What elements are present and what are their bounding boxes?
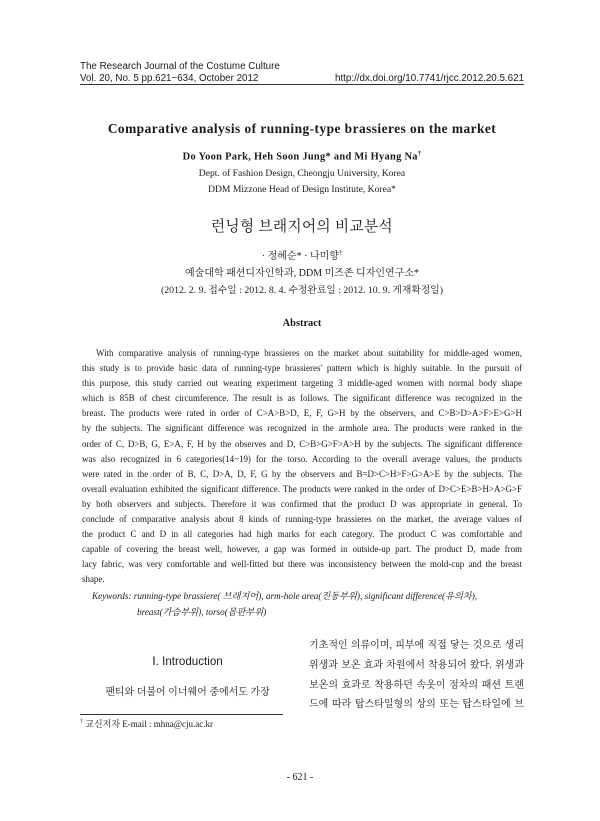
korean-title: 런닝형 브래지어의 비교분석 bbox=[210, 219, 394, 235]
abstract-line: which is 85B of chest circumference. The result is as follows. The significant difference was recognized in the bbox=[82, 393, 522, 404]
abstract-line: With comparative analysis of running-type brassieres on the market about suitability for middle-aged women, bbox=[96, 348, 522, 358]
abstract-line: by both observers and subjects. Therefore it was confirmed that the product D was appropriate in general. To bbox=[82, 498, 522, 509]
abstract-heading: Abstract bbox=[282, 318, 322, 329]
introduction-right-line: 기초적인 의류이며, 피부에 직접 닿는 것으로 생리 bbox=[309, 640, 524, 651]
keywords-label: Keywords: bbox=[92, 591, 132, 601]
abstract-line: shape. bbox=[82, 574, 105, 585]
abstract-line: this purpose, this study carried out wearing experiment targeting 3 middle-aged women with normal body shape bbox=[82, 378, 522, 389]
introduction-right-line: 드에 따라 탑스타일형의 상의 또는 탑스타일에 브 bbox=[309, 699, 524, 711]
abstract-line: breast. The products were rated in order of C>A>B>D, E, F, G>H by the observers, and C>B>D>A>F>E>G>H bbox=[82, 408, 522, 419]
introduction-heading: Ⅰ. Introduction bbox=[152, 655, 223, 668]
corresponding-author-footnote bbox=[80, 717, 213, 730]
abstract-line: were rated in the order of B, C, D>A, D, F, G by the observers and B=D>C>H>F>G>A>E by the subjects. The bbox=[82, 468, 522, 479]
introduction-right-line: 위생과 보온 효과 차원에서 착용되어 왔다. 위생과 bbox=[309, 659, 524, 671]
korean-author-mark: † bbox=[338, 249, 343, 257]
author-names: Do Yoon Park, Heh Soon Jung* and Mi Hyang Na bbox=[182, 151, 418, 163]
keywords-line-1: running-type brassiere( 브래지어), arm-hole area(진동부위), significant difference(유의차), bbox=[133, 591, 478, 601]
journal-citation: Vol. 20, No. 5 pp.621~634, October 2012 bbox=[80, 72, 259, 84]
footnote-text: 교신저자 E-mail : mhna@cju.ac.kr bbox=[85, 719, 214, 729]
abstract-line: conclude of comparative analysis about 8 kinds of running-type brassieres on the market, the average values of bbox=[82, 514, 522, 525]
corresponding-author-mark: † bbox=[417, 150, 422, 157]
introduction-right-column bbox=[309, 636, 524, 715]
keywords-line-2: breast(가슴부위), torso(몸판부위) bbox=[137, 607, 267, 617]
introduction-left-text: 팬티와 더불어 이너웨어 중에서도 가장 bbox=[105, 687, 270, 698]
paper-title: Comparative analysis of running-type brassieres on the market bbox=[107, 121, 497, 136]
page-number: - 621 - bbox=[286, 772, 314, 783]
abstract-line: by the subjects. The significant difference was recognized in the armhole area. The products were ranked in the bbox=[82, 423, 522, 434]
doi-link[interactable]: http://dx.doi.org/10.7741/rjcc.2012.20.5.621 bbox=[335, 72, 524, 84]
affiliation-2: DDM Mizzone Head of Design Institute, Korea* bbox=[208, 184, 396, 195]
abstract-line: overall evaluation exhibited the significant difference. The products were ranked in the order of D>C>E>B>H>A>G>F bbox=[82, 483, 522, 494]
journal-name: The Research Journal of the Costume Culture bbox=[80, 61, 280, 72]
introduction-right-line: 보온의 효과로 착용하던 속옷이 점차의 패션 트랜 bbox=[309, 679, 524, 691]
abstract-line: this study is to provide basic data of running-type brassieres' pattern which is highly suitable. In the pursuit of bbox=[82, 363, 522, 374]
journal-header bbox=[80, 61, 524, 84]
korean-author-names: · 정혜순* · 나미향 bbox=[261, 251, 339, 262]
korean-affiliation: 예술대학 패션디자인학과, DDM 미즈존 디자인연구소* bbox=[184, 268, 420, 279]
footnote-mark: † bbox=[80, 719, 83, 725]
abstract-line: the product C and D in all categories had high marks for each category. The product C was comfortable and bbox=[82, 529, 522, 540]
abstract-line: lacy fabric, was very comfortable and well-fitted but there was inconsistency between the mold-cup and the breast bbox=[82, 559, 522, 570]
abstract-line: was also recognized in 6 categories(14~19) for the torso. According to the overall average values, the products bbox=[82, 453, 522, 464]
footnote-divider bbox=[80, 714, 283, 715]
abstract-line: capable of covering the breast well, however, a gap was formed in outside-up part. The product D, made from bbox=[82, 544, 522, 555]
affiliation-1: Dept. of Fashion Design, Cheongju University, Korea bbox=[198, 168, 406, 179]
header-divider bbox=[80, 84, 524, 85]
author-list bbox=[80, 150, 524, 162]
abstract-line: order of C, D>B, G, E>A, F, H by the observes and D, C>B>G>F>A>H by the subjects. The significant difference bbox=[82, 438, 522, 449]
korean-authors bbox=[80, 247, 524, 262]
abstract-body bbox=[82, 346, 522, 588]
keywords bbox=[92, 588, 522, 620]
submission-dates: (2012. 2. 9. 접수일 : 2012. 8. 4. 수정완료일 : 2012. 10. 9. 게재확정일) bbox=[161, 285, 443, 296]
